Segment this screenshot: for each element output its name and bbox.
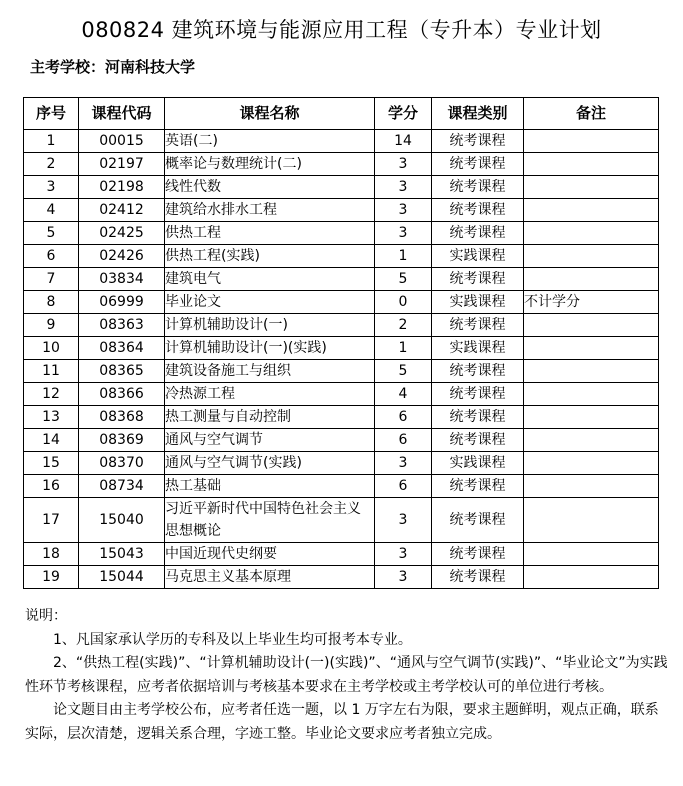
cell-note xyxy=(524,452,659,475)
cell-type: 统考课程 xyxy=(432,543,524,566)
cell-name: 毕业论文 xyxy=(165,291,375,314)
cell-no: 11 xyxy=(24,360,79,383)
cell-no: 1 xyxy=(24,130,79,153)
cell-type: 统考课程 xyxy=(432,383,524,406)
cell-note xyxy=(524,475,659,498)
cell-note: 不计学分 xyxy=(524,291,659,314)
cell-code: 08363 xyxy=(79,314,165,337)
cell-type: 统考课程 xyxy=(432,268,524,291)
cell-note xyxy=(524,130,659,153)
cell-type: 统考课程 xyxy=(432,314,524,337)
table-row xyxy=(24,566,659,589)
note-item-3: 论文题目由主考学校公布，应考者任选一题，以 1 万字左右为限，要求主题鲜明，观点正确，联系实际，层次清楚，逻辑关系合理，字迹工整。毕业论文要求应考者独立完成。 xyxy=(25,702,659,742)
cell-type: 实践课程 xyxy=(432,291,524,314)
cell-code: 15044 xyxy=(79,566,165,589)
cell-name: 供热工程(实践) xyxy=(165,245,375,268)
cell-name: 供热工程 xyxy=(165,222,375,245)
cell-credit: 3 xyxy=(375,176,432,199)
cell-credit: 6 xyxy=(375,429,432,452)
cell-note xyxy=(524,498,659,543)
cell-no: 12 xyxy=(24,383,79,406)
cell-credit: 1 xyxy=(375,337,432,360)
cell-credit: 3 xyxy=(375,566,432,589)
table-row xyxy=(24,153,659,176)
cell-note xyxy=(524,314,659,337)
cell-no: 4 xyxy=(24,199,79,222)
cell-note xyxy=(524,222,659,245)
cell-no: 2 xyxy=(24,153,79,176)
cell-no: 7 xyxy=(24,268,79,291)
cell-credit: 3 xyxy=(375,543,432,566)
table-row xyxy=(24,337,659,360)
note-item-1: 1、凡国家承认学历的专科及以上毕业生均可报考本专业。 xyxy=(53,631,412,648)
cell-credit: 5 xyxy=(375,360,432,383)
header-note: 备注 xyxy=(524,98,659,130)
cell-no: 16 xyxy=(24,475,79,498)
cell-name: 马克思主义基本原理 xyxy=(165,566,375,589)
cell-no: 10 xyxy=(24,337,79,360)
cell-no: 18 xyxy=(24,543,79,566)
cell-name: 通风与空气调节 xyxy=(165,429,375,452)
notes-heading: 说明： xyxy=(25,608,67,624)
cell-credit: 6 xyxy=(375,475,432,498)
course-plan-table xyxy=(23,97,659,589)
cell-note xyxy=(524,543,659,566)
cell-name: 中国近现代史纲要 xyxy=(165,543,375,566)
cell-no: 8 xyxy=(24,291,79,314)
cell-type: 统考课程 xyxy=(432,130,524,153)
notes-section xyxy=(25,605,670,746)
cell-note xyxy=(524,383,659,406)
table-row xyxy=(24,245,659,268)
cell-type: 实践课程 xyxy=(432,452,524,475)
cell-code: 15043 xyxy=(79,543,165,566)
header-name: 课程名称 xyxy=(165,98,375,130)
cell-no: 14 xyxy=(24,429,79,452)
cell-no: 9 xyxy=(24,314,79,337)
table-row xyxy=(24,452,659,475)
cell-code: 02426 xyxy=(79,245,165,268)
cell-no: 5 xyxy=(24,222,79,245)
cell-credit: 6 xyxy=(375,406,432,429)
cell-name: 冷热源工程 xyxy=(165,383,375,406)
cell-name: 线性代数 xyxy=(165,176,375,199)
cell-note xyxy=(524,429,659,452)
cell-credit: 3 xyxy=(375,222,432,245)
header-no: 序号 xyxy=(24,98,79,130)
cell-credit: 0 xyxy=(375,291,432,314)
cell-code: 08364 xyxy=(79,337,165,360)
cell-no: 17 xyxy=(24,498,79,543)
cell-type: 统考课程 xyxy=(432,566,524,589)
cell-note xyxy=(524,360,659,383)
cell-type: 统考课程 xyxy=(432,475,524,498)
header-credit: 学分 xyxy=(375,98,432,130)
cell-type: 统考课程 xyxy=(432,406,524,429)
cell-credit: 3 xyxy=(375,199,432,222)
cell-code: 08734 xyxy=(79,475,165,498)
cell-credit: 3 xyxy=(375,153,432,176)
cell-code: 08369 xyxy=(79,429,165,452)
cell-code: 00015 xyxy=(79,130,165,153)
cell-name: 建筑电气 xyxy=(165,268,375,291)
cell-type: 统考课程 xyxy=(432,222,524,245)
cell-note xyxy=(524,176,659,199)
cell-name: 习近平新时代中国特色社会主义思想概论 xyxy=(165,498,375,543)
cell-code: 02412 xyxy=(79,199,165,222)
cell-name: 概率论与数理统计(二) xyxy=(165,153,375,176)
cell-type: 统考课程 xyxy=(432,360,524,383)
cell-type: 统考课程 xyxy=(432,199,524,222)
table-body xyxy=(24,130,659,589)
table-row xyxy=(24,406,659,429)
cell-code: 02198 xyxy=(79,176,165,199)
cell-type: 统考课程 xyxy=(432,429,524,452)
table-row xyxy=(24,199,659,222)
cell-code: 08366 xyxy=(79,383,165,406)
cell-name: 热工测量与自动控制 xyxy=(165,406,375,429)
table-row xyxy=(24,475,659,498)
cell-code: 15040 xyxy=(79,498,165,543)
cell-credit: 1 xyxy=(375,245,432,268)
cell-credit: 14 xyxy=(375,130,432,153)
table-row xyxy=(24,314,659,337)
cell-type: 实践课程 xyxy=(432,337,524,360)
cell-note xyxy=(524,566,659,589)
cell-credit: 2 xyxy=(375,314,432,337)
cell-note xyxy=(524,199,659,222)
cell-no: 13 xyxy=(24,406,79,429)
cell-note xyxy=(524,153,659,176)
cell-type: 实践课程 xyxy=(432,245,524,268)
table-row xyxy=(24,498,659,543)
cell-name: 计算机辅助设计(一)(实践) xyxy=(165,337,375,360)
cell-code: 08368 xyxy=(79,406,165,429)
table-row xyxy=(24,268,659,291)
table-row xyxy=(24,222,659,245)
cell-note xyxy=(524,245,659,268)
cell-name: 建筑设备施工与组织 xyxy=(165,360,375,383)
cell-code: 08370 xyxy=(79,452,165,475)
cell-no: 3 xyxy=(24,176,79,199)
table-row xyxy=(24,383,659,406)
header-code: 课程代码 xyxy=(79,98,165,130)
cell-name: 建筑给水排水工程 xyxy=(165,199,375,222)
cell-type: 统考课程 xyxy=(432,498,524,543)
note-item-2: 2、“供热工程(实践)”、“计算机辅助设计(一)(实践)”、“通风与空气调节(实践)”、“毕业论文”为实践性环节考核课程，应考者依据培训与考核基本要求在主考学校或主考学校认可的单位进行考核。 xyxy=(25,655,668,695)
table-row xyxy=(24,291,659,314)
cell-type: 统考课程 xyxy=(432,153,524,176)
cell-no: 15 xyxy=(24,452,79,475)
table-row xyxy=(24,176,659,199)
table-row xyxy=(24,130,659,153)
table-row xyxy=(24,360,659,383)
cell-code: 08365 xyxy=(79,360,165,383)
table-header-row xyxy=(24,98,659,130)
cell-no: 6 xyxy=(24,245,79,268)
cell-name: 通风与空气调节(实践) xyxy=(165,452,375,475)
cell-code: 03834 xyxy=(79,268,165,291)
cell-credit: 5 xyxy=(375,268,432,291)
host-school: 主考学校：河南科技大学 xyxy=(30,58,196,76)
cell-note xyxy=(524,406,659,429)
cell-name: 英语(二) xyxy=(165,130,375,153)
cell-name: 热工基础 xyxy=(165,475,375,498)
cell-note xyxy=(524,268,659,291)
page-title: 080824 建筑环境与能源应用工程（专升本）专业计划 xyxy=(81,18,602,42)
cell-code: 02197 xyxy=(79,153,165,176)
table-row xyxy=(24,543,659,566)
cell-credit: 3 xyxy=(375,498,432,543)
cell-code: 06999 xyxy=(79,291,165,314)
cell-credit: 3 xyxy=(375,452,432,475)
cell-credit: 4 xyxy=(375,383,432,406)
cell-type: 统考课程 xyxy=(432,176,524,199)
cell-name: 计算机辅助设计(一) xyxy=(165,314,375,337)
cell-note xyxy=(524,337,659,360)
cell-code: 02425 xyxy=(79,222,165,245)
cell-no: 19 xyxy=(24,566,79,589)
table-row xyxy=(24,429,659,452)
header-type: 课程类别 xyxy=(432,98,524,130)
